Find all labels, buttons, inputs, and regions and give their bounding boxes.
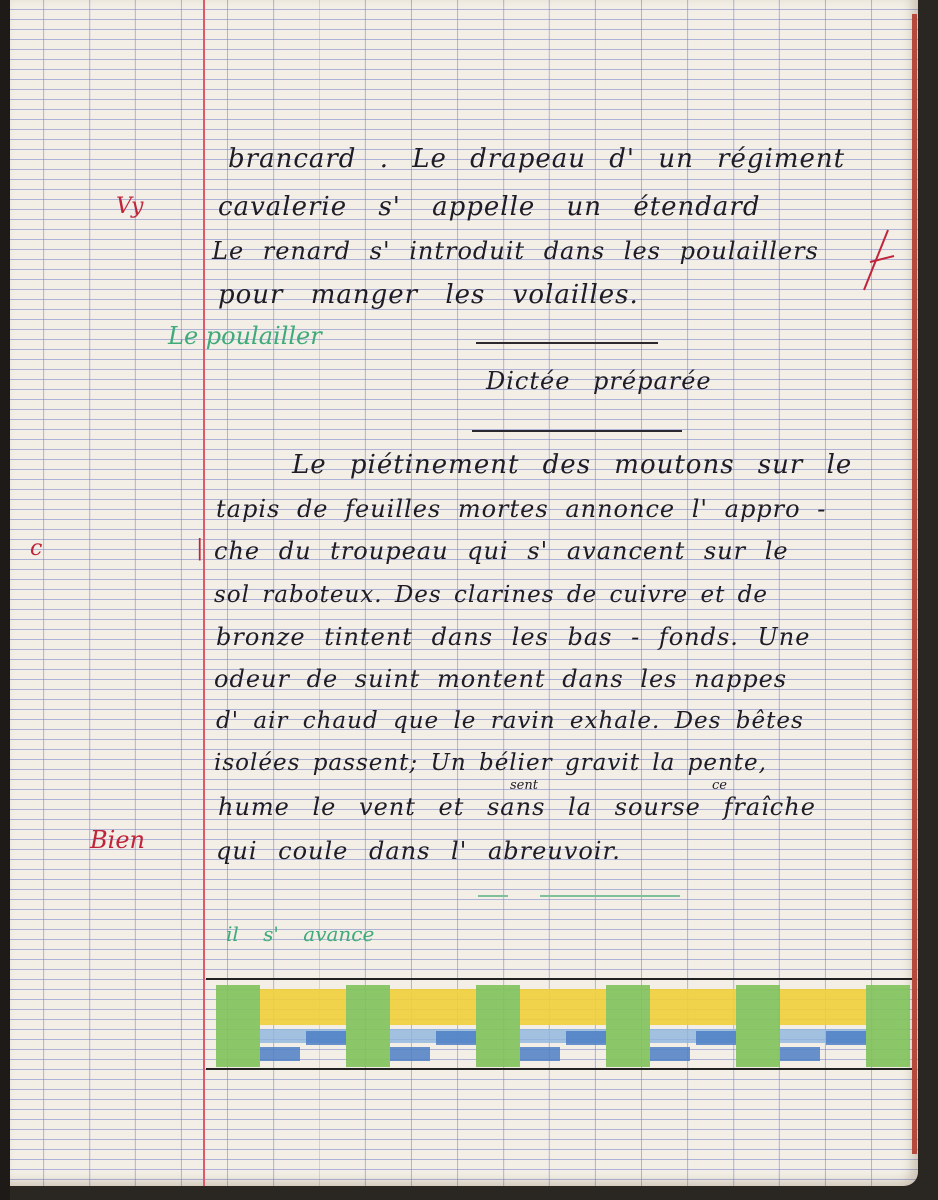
dictation-line-3: che du troupeau qui s' avancent sur le (214, 537, 789, 565)
dictation-title: Dictée préparée (486, 367, 712, 395)
teacher-mark-c: c (30, 536, 43, 561)
text-line-2: cavalerie s' appelle un étendard (218, 192, 761, 222)
page-edge (912, 14, 917, 1154)
dictation-line-7: d' air chaud que le ravin exhale. Des bêtes (216, 708, 804, 734)
dictation-line-6: odeur de suint montent dans les nappes (214, 665, 788, 693)
text-line-1: brancard . Le drapeau d' un régiment (228, 144, 846, 174)
dictation-line-1: Le piétinement des moutons sur le (292, 450, 853, 480)
green-rule-long (540, 895, 680, 897)
correction-ce: ce (712, 778, 727, 793)
dictation-line-5: bronze tintent dans les bas - fonds. Une (216, 623, 811, 651)
dictation-line-2: tapis de feuilles mortes annonce l' appro - (216, 495, 827, 523)
correction-sent: sent (510, 778, 538, 793)
error-bar: | (196, 536, 204, 561)
band-border-bottom (206, 1068, 912, 1070)
red-correction-stroke (858, 226, 898, 296)
dictation-line-4: sol raboteux. Des clarines de cuivre et de (214, 582, 768, 608)
dictation-line-9: hume le vent et sans la sourse fraîche (218, 793, 816, 821)
notebook-binding (0, 0, 10, 1200)
dictation-line-8: isolées passent; Un bélier gravit la pente, (214, 750, 767, 776)
teacher-mark-vy: Vy (116, 194, 144, 219)
teacher-mark-bien: Bien (90, 826, 145, 854)
band-border-top (206, 978, 912, 980)
dictation-line-10: qui coule dans l' abreuvoir. (216, 837, 621, 865)
decorative-band (216, 985, 912, 1067)
correction-avance: il s' avance (226, 922, 375, 946)
title-rule-top (476, 342, 658, 344)
green-rule-short (478, 895, 508, 897)
margin-line (203, 0, 205, 1186)
text-line-4: pour manger les volailles. (218, 280, 639, 310)
correction-poulailler: Le poulailler (168, 322, 322, 350)
text-line-3: Le renard s' introduit dans les poulaillers (212, 237, 819, 265)
title-rule-bottom (472, 430, 682, 432)
